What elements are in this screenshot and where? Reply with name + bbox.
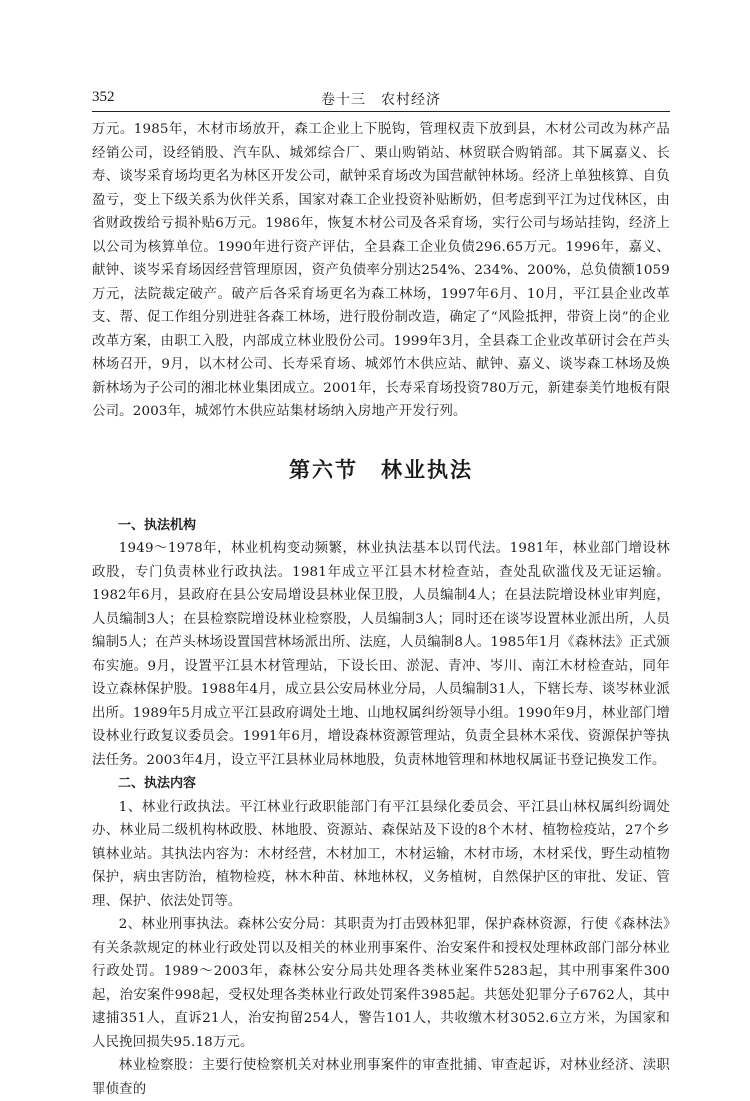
- body-paragraph: 林业检察股：主要行使检察机关对林业刑事案件的审查批捕、审查起诉，对林业经济、渎职罪侦查的: [92, 1058, 670, 1097]
- page-number: 352: [92, 89, 115, 105]
- section-title: 第六节 林业执法: [289, 457, 473, 482]
- subsection-heading: 一、执法机构: [118, 517, 197, 533]
- running-title: 卷十三 农村经济: [321, 92, 441, 108]
- subsection-heading: 二、执法内容: [118, 776, 197, 791]
- body-paragraph: 1、林业行政执法。平江林业行政职能部门有平江县绿化委员会、平江县山林权属纠纷调处办、林业局二级机构林政股、林地股、资源站、森保站及下设的8个木材、植物检疫站，27个乡镇林业站。其执法内容为：木材经营，木材加工，木材运输，木材市场，木材采伐，野生动植物保护，病虫害防治，植物检疫，林木种苗、林地林权，义务植树，自然保护区的审批、发证、管理、保护、依法处罚等。: [92, 799, 670, 909]
- body-paragraph: 1949～1978年，林业机构变动频繁，林业执法基本以罚代法。1981年，林业部门增设林政股，专门负责林业行政执法。1981年成立平江县木材检查站，查处乱砍滥伐及无证运输。1982年6月，县政府在县公安局增设县林业保卫股，人员编制4人；在县法院增设林业审判庭，人员编制3人；在县检察院增设林业检察股，人员编制3人；同时还在谈岑设置林业派出所，人员编制5人；在芦头林场设置国营林场派出所、法庭，人员编制8人。1985年1月《森林法》正式颁布实施。9月，设置平江县木材管理站，下设长田、淤泥、青冲、岑川、南江木材检查站，同年设立森林保护股。1988年4月，成立县公安局林业分局，人员编制31人，下辖长寿、谈岑林业派出所。1989年5月成立平江县政府调处土地、山地权属纠纷领导小组。1990年9月，林业部门增设林业行政复议委员会。1991年6月，增设森林资源管理站，负责全县林木采伐、资源保护等执法任务。2003年4月，设立平江县林业局林地股，负责林地管理和林地权属证书登记换发工作。: [92, 541, 670, 768]
- running-header: [92, 89, 670, 112]
- body-paragraph: 2、林业刑事执法。森林公安分局：其职责为打击毁林犯罪，保护森林资源，行使《森林法》有关条款规定的林业行政处罚以及相关的林业刑事案件、治安案件和授权处理林政部门部分林业行政处罚。1989～2003年，森林公安分局共处理各类林业案件5283起，其中刑事案件300起，治安案件998起，受权处理各类林业行政处罚案件3985起。共惩处犯罪分子6762人，其中逮捕351人，直诉21人，治安拘留254人，警告101人，共收缴木材3052.6立方米，为国家和人民挽回损失95.18万元。: [92, 917, 670, 1050]
- intro-paragraph: 万元。1985年，木材市场放开，森工企业上下脱钩，管理权责下放到县，木材公司改为林产品经销公司，设经销股、汽车队、城郊综合厂、栗山购销站、林贸联合购销部。其下属嘉义、长寿、谈岑采育场均更名为林区开发公司，献钟采育场改为国营献钟林场。经济上单独核算、自负盈亏，变上下级关系为伙伴关系，国家对森工企业投资补贴断奶，但考虑到平江为过伐林区，由省财政拨给亏损补贴6万元。1986年，恢复木材公司及各采育场，实行公司与场站挂钩，经济上以公司为核算单位。1990年进行资产评估，全县森工企业负债296.65万元。1996年，嘉义、献钟、谈岑采育场因经营管理原因，资产负债率分别达254%、234%、200%，总负债额1059万元，法院裁定破产。破产后各采育场更名为森工林场，1997年6月、10月，平江县企业改革支、帮、促工作组分别进驻各森工林场，进行股份制改造，确定了“风险抵押，带资上岗”的企业改革方案，由职工入股，内部成立林业股份公司。1999年3月，全县森工企业改革研讨会在芦头林场召开，9月，以木材公司、长寿采育场、城郊竹木供应站、献钟、嘉义、谈岑森工林场及焕新林场为子公司的湘北林业集团成立。2001年，长寿采育场投资780万元，新建泰美竹地板有限公司。2003年，城郊竹木供应站集材场纳入房地产开发行列。: [92, 122, 670, 419]
- page-body: [92, 118, 670, 1101]
